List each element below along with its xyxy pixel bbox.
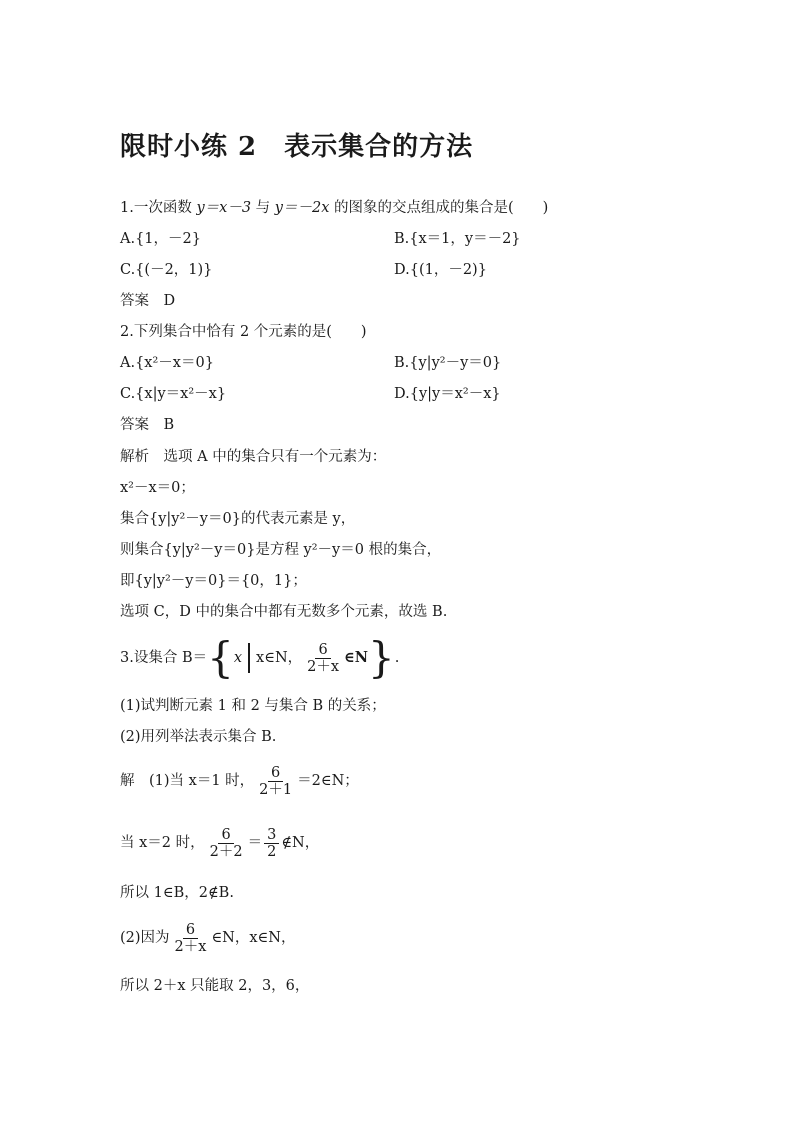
q2-option-b: B.{y|y²－y＝0} xyxy=(394,355,502,371)
q2-stem: 2.下列集合中恰有 2 个元素的是( ) xyxy=(120,324,367,340)
fraction: $\frac{3}{2}$ xyxy=(264,827,279,860)
q3-solution-line4: (2)因为 $\frac{6}{2+x}$ ∈N，x∈N， xyxy=(120,921,296,955)
q1-expr2: y＝－2x xyxy=(274,200,330,216)
q3-part1: (1)试判断元素 1 和 2 与集合 B 的关系； xyxy=(120,698,386,714)
q1-option-c: C.{(－2，1)} xyxy=(120,262,213,278)
q3-part2: (2)用列举法表示集合 B. xyxy=(120,729,277,745)
q1-expr1: y＝x－3 xyxy=(196,200,252,216)
set-bar xyxy=(248,643,250,673)
q2-analysis-line: 解析 选项 A 中的集合只有一个元素为： xyxy=(120,449,387,465)
q1-answer: 答案 D xyxy=(120,293,176,309)
fraction: $\frac{6}{2+x}$ xyxy=(307,641,340,675)
q2-option-c: C.{x|y＝x²－x} xyxy=(120,386,227,402)
q3-solution-line5: 所以 2＋x 只能取 2，3，6， xyxy=(120,978,310,994)
fraction: $\frac{6}{2+2}$ xyxy=(209,826,243,860)
q2-analysis-line: x²－x＝0； xyxy=(120,480,195,496)
q3-solution-line1: 解 (1)当 x＝1 时， $\frac{6}{2+1}$ ＝2∈N； xyxy=(120,764,359,798)
fraction: $\frac{6}{2+x}$ xyxy=(174,921,207,955)
q2-answer: 答案 B xyxy=(120,417,175,433)
q2-analysis-line: 即{y|y²－y＝0}＝{0，1}； xyxy=(120,573,307,589)
q2-analysis-line: 选项 C，D 中的集合中都有无数多个元素，故选 B. xyxy=(120,604,448,620)
q2-option-a: A.{x²－x＝0} xyxy=(120,355,214,371)
q3-stem: 3.设集合 B＝{x x∈N， $\frac{6}{2+x}$ ∈N}. xyxy=(120,633,400,682)
fraction: $\frac{6}{2+1}$ xyxy=(259,764,293,798)
page-title: 限时小练 2 表示集合的方法 xyxy=(120,132,474,162)
q1-option-d: D.{(1，－2)} xyxy=(394,262,487,278)
q3-solution-line2: 当 x＝2 时， $\frac{6}{2+2}$ ＝ $\frac{3}{2}$ ∉N， xyxy=(120,826,320,860)
left-brace: { xyxy=(207,633,234,682)
q1-option-a: A.{1，－2} xyxy=(120,231,201,247)
right-brace: } xyxy=(368,633,395,682)
q1-stem: 1.一次函数 y＝x－3 与 y＝－2x 的图象的交点组成的集合是( ) xyxy=(120,200,549,216)
q3-solution-line3: 所以 1∈B，2∉B. xyxy=(120,885,234,901)
q2-option-d: D.{y|y＝x²－x} xyxy=(394,386,501,402)
q2-analysis-line: 集合{y|y²－y＝0}的代表元素是 y， xyxy=(120,511,356,527)
q2-analysis-line: 则集合{y|y²－y＝0}是方程 y²－y＝0 根的集合， xyxy=(120,542,442,558)
q1-option-b: B.{x＝1，y＝－2} xyxy=(394,231,521,247)
